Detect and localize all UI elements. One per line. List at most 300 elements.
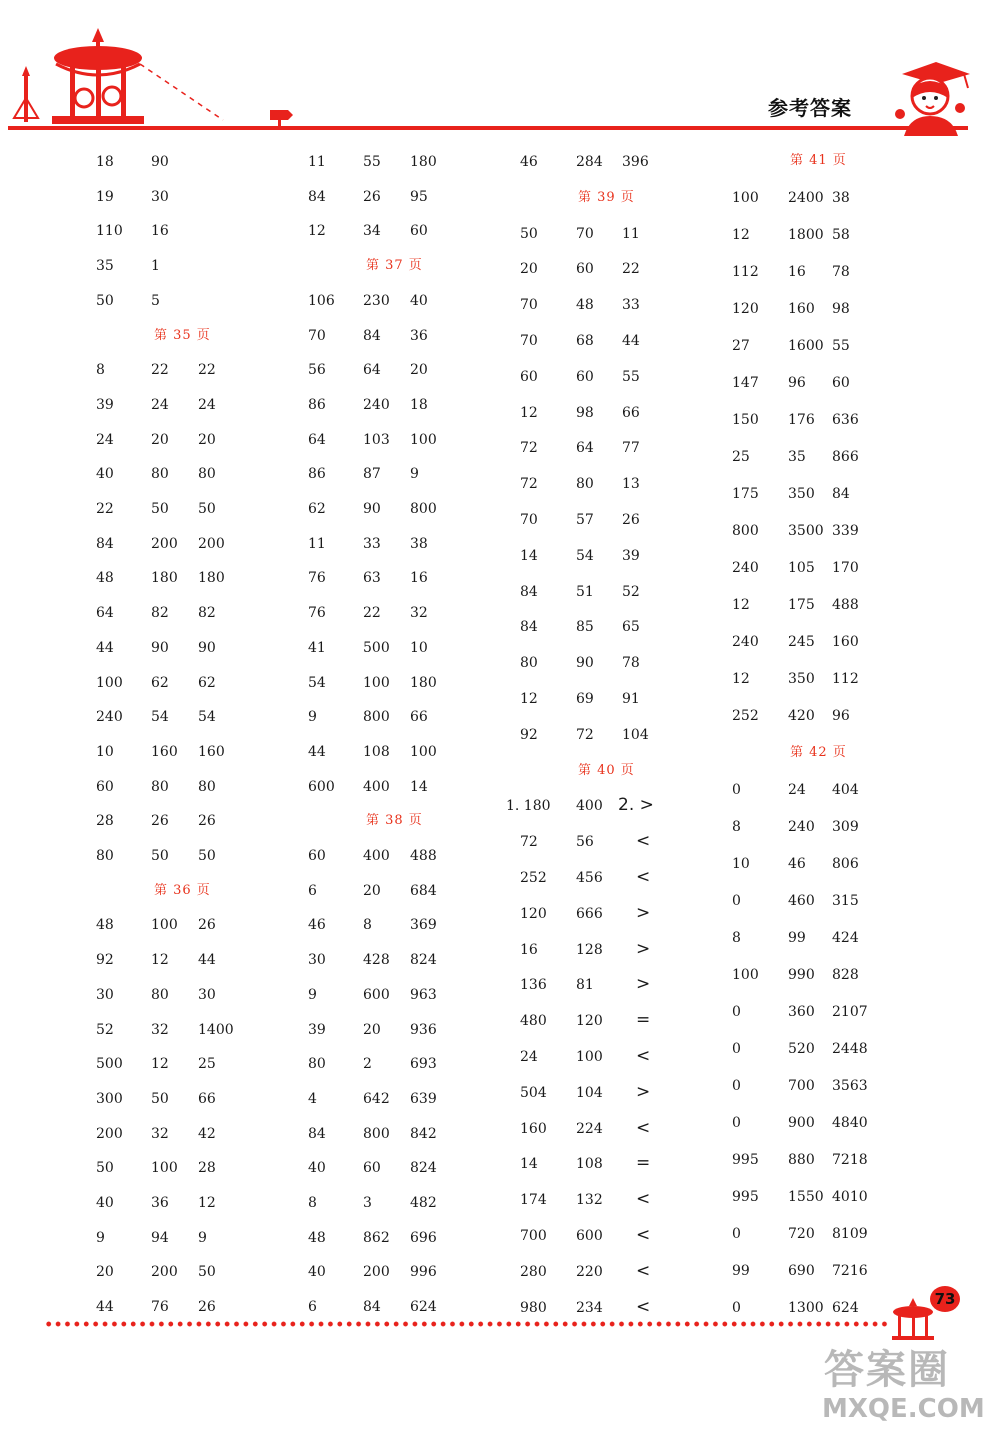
answer-value: 234 xyxy=(576,1300,603,1316)
comparison-sign: < xyxy=(636,1297,651,1317)
footer-dotted-line xyxy=(44,1321,890,1327)
answer-value: 1400 xyxy=(198,1022,234,1038)
comparison-sign: < xyxy=(636,1118,651,1138)
answer-value: 28 xyxy=(96,813,114,829)
answer-value: 39 xyxy=(308,1022,326,1038)
answer-value: 62 xyxy=(151,675,169,691)
answer-value: 360 xyxy=(788,1004,815,1020)
answer-value: 12 xyxy=(520,691,538,707)
answer-value: 0 xyxy=(732,1041,741,1057)
answer-value: 96 xyxy=(832,708,850,724)
answer-value: 120 xyxy=(732,301,759,317)
answer-value: 44 xyxy=(198,952,216,968)
answer-value: 12 xyxy=(198,1195,216,1211)
answer-value: 4010 xyxy=(832,1189,868,1205)
comparison-sign: = xyxy=(636,1010,651,1030)
answer-value: 40 xyxy=(96,1195,114,1211)
answer-value: 1550 xyxy=(788,1189,824,1205)
answer-value: 8 xyxy=(732,930,741,946)
answer-value: 400 xyxy=(363,779,390,795)
section-title: 第 40 页 xyxy=(578,763,635,778)
answer-value: 11 xyxy=(308,536,326,552)
answer-value: 32 xyxy=(151,1126,169,1142)
answer-value: 80 xyxy=(151,466,169,482)
answer-value: 84 xyxy=(308,189,326,205)
answer-value: 44 xyxy=(622,333,640,349)
answer-value: 20 xyxy=(410,362,428,378)
answer-value: 64 xyxy=(96,605,114,621)
answer-value: 480 xyxy=(520,1013,547,1029)
answer-value: 624 xyxy=(410,1299,437,1315)
answer-value: 26 xyxy=(622,512,640,528)
answer-value: 8109 xyxy=(832,1226,868,1242)
answer-value: 0 xyxy=(732,1226,741,1242)
answer-value: 48 xyxy=(308,1230,326,1246)
answer-value: 2107 xyxy=(832,1004,868,1020)
answer-value: 309 xyxy=(832,819,859,835)
answer-value: 39 xyxy=(96,397,114,413)
answer-value: 460 xyxy=(788,893,815,909)
watermark-url: MXQE.COM xyxy=(822,1394,985,1424)
answer-value: 160 xyxy=(198,744,225,760)
answer-value: 600 xyxy=(576,1228,603,1244)
answer-value: 180 xyxy=(151,570,178,586)
answer-value: 720 xyxy=(788,1226,815,1242)
answer-value: 110 xyxy=(96,223,123,239)
answer-value: 35 xyxy=(96,258,114,274)
answer-value: 150 xyxy=(732,412,759,428)
answer-value: 200 xyxy=(363,1264,390,1280)
answer-value: 240 xyxy=(363,397,390,413)
answer-value: 8 xyxy=(732,819,741,835)
answer-value: 10 xyxy=(410,640,428,656)
answer-value: 80 xyxy=(576,476,594,492)
answer-value: 245 xyxy=(788,634,815,650)
answer-value: 44 xyxy=(96,1299,114,1315)
answer-value: 60 xyxy=(410,223,428,239)
answer-value: 50 xyxy=(96,293,114,309)
answer-value: 84 xyxy=(96,536,114,552)
answer-value: 800 xyxy=(363,1126,390,1142)
answer-value: 78 xyxy=(832,264,850,280)
comparison-sign: < xyxy=(636,867,651,887)
answer-value: 240 xyxy=(788,819,815,835)
answer-value: 24 xyxy=(788,782,806,798)
answer-value: 9 xyxy=(96,1230,105,1246)
answer-value: 696 xyxy=(410,1230,437,1246)
answer-value: 42 xyxy=(198,1126,216,1142)
answer-value: 693 xyxy=(410,1056,437,1072)
answer-value: 824 xyxy=(410,952,437,968)
answer-value: 428 xyxy=(363,952,390,968)
answer-value: 50 xyxy=(151,1091,169,1107)
answer-value: 84 xyxy=(520,584,538,600)
answer-value: 30 xyxy=(151,189,169,205)
answer-value: 100 xyxy=(732,967,759,983)
answer-value: 16 xyxy=(410,570,428,586)
answer-value: 22 xyxy=(96,501,114,517)
answer-value: 100 xyxy=(410,432,437,448)
answer-value: 69 xyxy=(576,691,594,707)
answer-value: 0 xyxy=(732,782,741,798)
answer-value: 72 xyxy=(520,440,538,456)
answer-value: 24 xyxy=(198,397,216,413)
answer-value: 38 xyxy=(410,536,428,552)
answer-value: 27 xyxy=(732,338,750,354)
answer-value: 70 xyxy=(576,226,594,242)
answer-value: 50 xyxy=(198,1264,216,1280)
answer-value: 20 xyxy=(198,432,216,448)
answer-value: 280 xyxy=(520,1264,547,1280)
answer-value: 520 xyxy=(788,1041,815,1057)
answer-value: 30 xyxy=(96,987,114,1003)
answer-value: 112 xyxy=(732,264,759,280)
answer-value: 32 xyxy=(151,1022,169,1038)
answer-value: 200 xyxy=(96,1126,123,1142)
answer-value: 94 xyxy=(151,1230,169,1246)
answer-value: 62 xyxy=(308,501,326,517)
answer-value: 4 xyxy=(308,1091,317,1107)
answer-value: 284 xyxy=(576,154,603,170)
answer-value: 41 xyxy=(308,640,326,656)
answer-value: 252 xyxy=(520,870,547,886)
answer-value: 315 xyxy=(832,893,859,909)
answer-value: 350 xyxy=(788,486,815,502)
answer-value: 0 xyxy=(732,1004,741,1020)
comparison-sign: < xyxy=(636,1261,651,1281)
answer-value: 60 xyxy=(363,1160,381,1176)
answer-value: 9 xyxy=(308,987,317,1003)
answer-value: 16 xyxy=(520,942,538,958)
answer-value: 10 xyxy=(96,744,114,760)
answer-value: 488 xyxy=(832,597,859,613)
answer-value: 3500 xyxy=(788,523,824,539)
answer-value: 80 xyxy=(308,1056,326,1072)
answer-value: 7216 xyxy=(832,1263,868,1279)
answer-value: 33 xyxy=(622,297,640,313)
answer-value: 44 xyxy=(96,640,114,656)
answer-value: 240 xyxy=(96,709,123,725)
answer-value: 20 xyxy=(96,1264,114,1280)
answer-value: 50 xyxy=(151,848,169,864)
answer-value: 56 xyxy=(308,362,326,378)
answer-value: 175 xyxy=(788,597,815,613)
section-title: 第 35 页 xyxy=(154,328,211,343)
answer-value: 174 xyxy=(520,1192,547,1208)
watermark xyxy=(818,1338,990,1430)
answer-value: 639 xyxy=(410,1091,437,1107)
answer-value: 3 xyxy=(363,1195,372,1211)
answer-value: 100 xyxy=(151,1160,178,1176)
answer-value: 44 xyxy=(308,744,326,760)
answer-value: 963 xyxy=(410,987,437,1003)
answer-value: 50 xyxy=(96,1160,114,1176)
answer-value: 80 xyxy=(520,655,538,671)
answer-value: 82 xyxy=(198,605,216,621)
answer-value: 70 xyxy=(520,297,538,313)
answer-value: 800 xyxy=(410,501,437,517)
answer-value: 900 xyxy=(788,1115,815,1131)
answer-value: 404 xyxy=(832,782,859,798)
girl-graduate-illustration xyxy=(890,58,974,138)
answer-value: 12 xyxy=(732,227,750,243)
section-title: 第 42 页 xyxy=(790,745,847,760)
answer-value: 80 xyxy=(198,466,216,482)
answer-value: 36 xyxy=(151,1195,169,1211)
answer-value: 54 xyxy=(151,709,169,725)
answer-value: 10 xyxy=(732,856,750,872)
answer-value: 180 xyxy=(410,154,437,170)
answer-value: 100 xyxy=(96,675,123,691)
answer-value: 16 xyxy=(788,264,806,280)
answer-value: 84 xyxy=(363,1299,381,1315)
answer-value: 18 xyxy=(410,397,428,413)
answer-value: 400 xyxy=(576,798,603,814)
answer-value: 60 xyxy=(576,369,594,385)
answer-value: 22 xyxy=(622,261,640,277)
answer-value: 70 xyxy=(308,328,326,344)
answer-value: 120 xyxy=(520,906,547,922)
answer-value: 6 xyxy=(308,883,317,899)
answer-value: 30 xyxy=(308,952,326,968)
answer-value: 108 xyxy=(363,744,390,760)
answer-value: 8 xyxy=(363,917,372,933)
answer-value: 30 xyxy=(198,987,216,1003)
answer-value: 12 xyxy=(520,405,538,421)
answer-value: 175 xyxy=(732,486,759,502)
answer-value: 32 xyxy=(410,605,428,621)
answer-value: 24 xyxy=(151,397,169,413)
answer-value: 2 xyxy=(363,1056,372,1072)
answer-value: 91 xyxy=(622,691,640,707)
answer-value: 1300 xyxy=(788,1300,824,1316)
answer-value: 828 xyxy=(832,967,859,983)
watermark-text: 答案圈 xyxy=(824,1347,950,1393)
answer-value: 0 xyxy=(732,1300,741,1316)
answer-value: 55 xyxy=(622,369,640,385)
answer-value: 60 xyxy=(308,848,326,864)
answer-value: 22 xyxy=(198,362,216,378)
answer-value: 26 xyxy=(151,813,169,829)
answer-value: 1600 xyxy=(788,338,824,354)
carousel-illustration xyxy=(8,20,228,130)
answer-value: 84 xyxy=(363,328,381,344)
answer-value: 396 xyxy=(622,154,649,170)
answer-value: 40 xyxy=(410,293,428,309)
answer-value: 132 xyxy=(576,1192,603,1208)
answer-value: 68 xyxy=(576,333,594,349)
answer-value: 62 xyxy=(198,675,216,691)
comparison-sign: > xyxy=(636,939,651,959)
answer-value: 87 xyxy=(363,466,381,482)
answer-value: 54 xyxy=(308,675,326,691)
answer-value: 7218 xyxy=(832,1152,868,1168)
answer-value: 40 xyxy=(96,466,114,482)
answer-value: 8 xyxy=(96,362,105,378)
answer-value: 56 xyxy=(576,834,594,850)
answer-value: 100 xyxy=(732,190,759,206)
answer-value: 996 xyxy=(410,1264,437,1280)
answer-value: 26 xyxy=(363,189,381,205)
answer-value: 18 xyxy=(96,154,114,170)
answer-value: 4840 xyxy=(832,1115,868,1131)
answer-value: 160 xyxy=(151,744,178,760)
answer-value: 104 xyxy=(576,1085,603,1101)
answer-value: 50 xyxy=(520,226,538,242)
answer-value: 482 xyxy=(410,1195,437,1211)
answer-value: 85 xyxy=(576,619,594,635)
answer-value: 66 xyxy=(622,405,640,421)
answer-value: 51 xyxy=(576,584,594,600)
answer-value: 92 xyxy=(96,952,114,968)
answer-value: 11 xyxy=(622,226,640,242)
answer-value: 2448 xyxy=(832,1041,868,1057)
answer-value: 6 xyxy=(308,1299,317,1315)
answer-value: 33 xyxy=(363,536,381,552)
answer-value: 20 xyxy=(363,883,381,899)
section-title: 第 37 页 xyxy=(366,258,423,273)
signpost-icon xyxy=(268,108,294,128)
answer-value: 1 xyxy=(151,258,160,274)
answer-value: 100 xyxy=(151,917,178,933)
answer-value: 824 xyxy=(410,1160,437,1176)
answer-value: 76 xyxy=(151,1299,169,1315)
answer-value: 63 xyxy=(363,570,381,586)
answer-value: 14 xyxy=(520,1156,538,1172)
answer-value: 96 xyxy=(788,375,806,391)
answer-value: 84 xyxy=(520,619,538,635)
answer-value: 180 xyxy=(410,675,437,691)
answer-value: 995 xyxy=(732,1189,759,1205)
answer-value: 34 xyxy=(363,223,381,239)
answer-value: 46 xyxy=(520,154,538,170)
answer-value: 65 xyxy=(622,619,640,635)
answer-value: 252 xyxy=(732,708,759,724)
answer-value: 36 xyxy=(410,328,428,344)
answer-value: 862 xyxy=(363,1230,390,1246)
answer-value: 200 xyxy=(198,536,225,552)
answer-value: 200 xyxy=(151,536,178,552)
answer-value: 84 xyxy=(308,1126,326,1142)
answer-value: 160 xyxy=(832,634,859,650)
answer-value: 90 xyxy=(151,640,169,656)
answer-value: 806 xyxy=(832,856,859,872)
page-title: 参考答案 xyxy=(768,96,852,120)
answer-value: 120 xyxy=(576,1013,603,1029)
answer-value: 995 xyxy=(732,1152,759,1168)
answer-value: 19 xyxy=(96,189,114,205)
answer-value: 20 xyxy=(363,1022,381,1038)
answer-value: 9 xyxy=(198,1230,207,1246)
answer-value: 160 xyxy=(520,1121,547,1137)
answer-value: 105 xyxy=(788,560,815,576)
answer-value: 700 xyxy=(788,1078,815,1094)
answer-value: 64 xyxy=(363,362,381,378)
answer-value: 90 xyxy=(363,501,381,517)
section-title: 第 38 页 xyxy=(366,813,423,828)
answer-value: 52 xyxy=(96,1022,114,1038)
answer-value: 1. 180 xyxy=(506,798,551,814)
answer-value: 90 xyxy=(198,640,216,656)
answer-value: 77 xyxy=(622,440,640,456)
answer-value: 90 xyxy=(151,154,169,170)
answer-value: 690 xyxy=(788,1263,815,1279)
answer-value: 100 xyxy=(410,744,437,760)
section-title: 第 36 页 xyxy=(154,883,211,898)
answer-value: 12 xyxy=(308,223,326,239)
answer-value: 76 xyxy=(308,605,326,621)
answer-value: 80 xyxy=(151,987,169,1003)
answer-value: 100 xyxy=(576,1049,603,1065)
page-number-badge: 73 xyxy=(930,1286,960,1312)
answer-value: 60 xyxy=(576,261,594,277)
answer-value: 2400 xyxy=(788,190,824,206)
header-divider xyxy=(8,126,968,130)
answer-value: 86 xyxy=(308,466,326,482)
answer-value: 72 xyxy=(520,476,538,492)
answer-value: 25 xyxy=(198,1056,216,1072)
answer-value: 20 xyxy=(520,261,538,277)
answer-value: 40 xyxy=(308,1160,326,1176)
answer-value: 48 xyxy=(96,570,114,586)
answer-value: 170 xyxy=(832,560,859,576)
answer-value: 420 xyxy=(788,708,815,724)
answer-value: 424 xyxy=(832,930,859,946)
comparison-sign: < xyxy=(636,831,651,851)
answer-value: 990 xyxy=(788,967,815,983)
answer-value: 13 xyxy=(622,476,640,492)
answer-value: 84 xyxy=(832,486,850,502)
answer-value: 58 xyxy=(832,227,850,243)
answer-value: 54 xyxy=(198,709,216,725)
answer-value: 26 xyxy=(198,813,216,829)
comparison-sign: < xyxy=(636,1189,651,1209)
answer-value: 176 xyxy=(788,412,815,428)
answer-value: 128 xyxy=(576,942,603,958)
answer-value: 35 xyxy=(788,449,806,465)
answer-value: 99 xyxy=(788,930,806,946)
answer-value: 46 xyxy=(308,917,326,933)
answer-value: 12 xyxy=(151,1056,169,1072)
answer-value: 666 xyxy=(576,906,603,922)
answer-value: 64 xyxy=(308,432,326,448)
answer-value: 339 xyxy=(832,523,859,539)
answer-value: 80 xyxy=(151,779,169,795)
answer-value: 72 xyxy=(520,834,538,850)
answer-value: 800 xyxy=(363,709,390,725)
comparison-sign: = xyxy=(636,1153,651,1173)
answer-value: 240 xyxy=(732,634,759,650)
answer-value: 52 xyxy=(622,584,640,600)
answer-value: 104 xyxy=(622,727,649,743)
answer-value: 3563 xyxy=(832,1078,868,1094)
answer-value: 240 xyxy=(732,560,759,576)
answer-value: 60 xyxy=(832,375,850,391)
answer-value: 50 xyxy=(198,501,216,517)
answer-value: 980 xyxy=(520,1300,547,1316)
answer-value: 40 xyxy=(308,1264,326,1280)
answer-value: 24 xyxy=(96,432,114,448)
answer-value: 112 xyxy=(832,671,859,687)
answer-value: 26 xyxy=(198,1299,216,1315)
answer-value: 160 xyxy=(788,301,815,317)
answer-value: 230 xyxy=(363,293,390,309)
answer-value: 108 xyxy=(576,1156,603,1172)
answer-value: 99 xyxy=(732,1263,750,1279)
answer-value: 100 xyxy=(363,675,390,691)
answer-value: 880 xyxy=(788,1152,815,1168)
comparison-sign: > xyxy=(636,1082,651,1102)
